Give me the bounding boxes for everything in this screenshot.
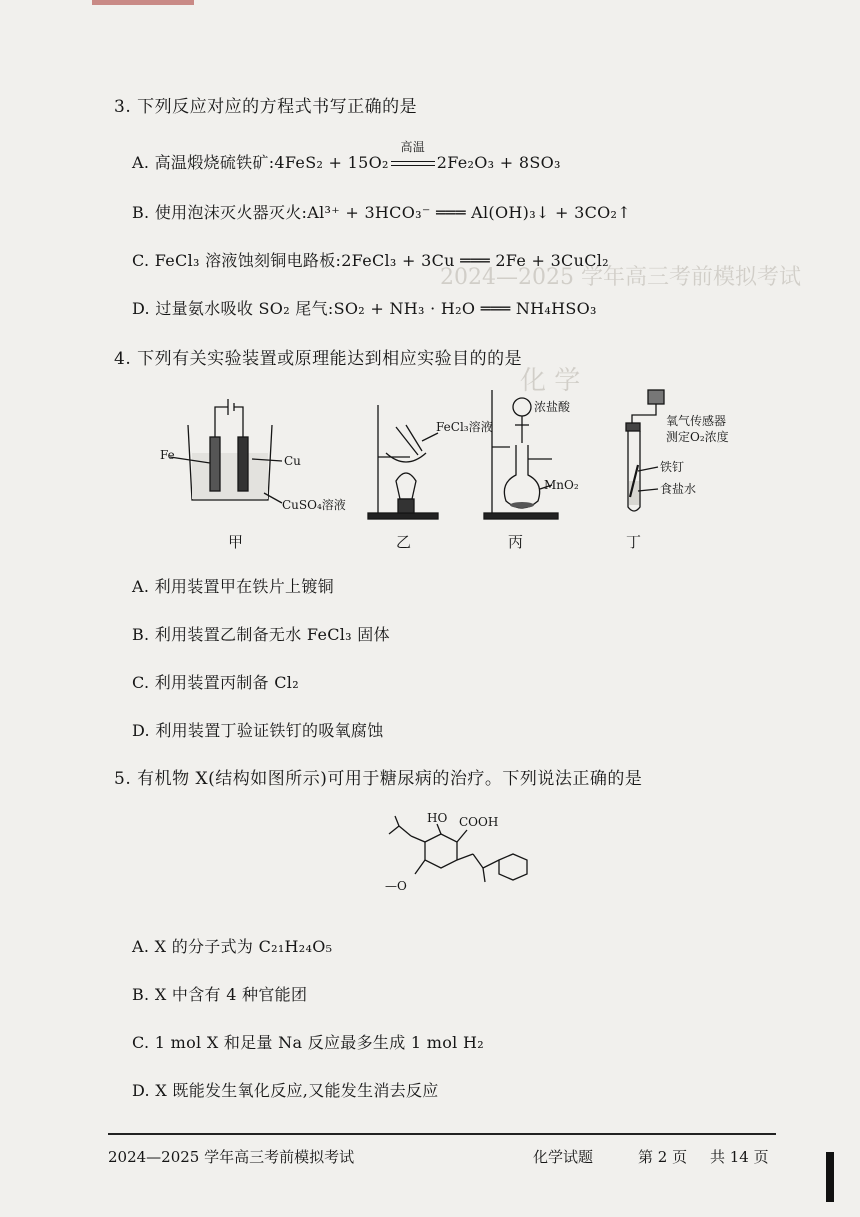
- bing-name: 丙: [508, 533, 524, 551]
- ding-nail-label: 铁钉: [660, 460, 685, 474]
- q3-d-eq: SO₂ + NH₃ · H₂O ═══ NH₄HSO₃: [333, 299, 597, 318]
- apparatus-yi: [368, 405, 438, 519]
- q3-option-d: [132, 296, 597, 319]
- q3-a-lhs: 4FeS₂ + 15O₂: [274, 153, 389, 172]
- question-4-stem: 4. 下列有关实验装置或原理能达到相应实验目的的是: [114, 349, 523, 369]
- q3-option-a: [132, 140, 561, 173]
- ding-sensor-label-1: 氧气传感器: [666, 414, 727, 428]
- footer-subject: 化学试题: [533, 1148, 594, 1166]
- reaction-condition-arrow: [389, 140, 437, 172]
- jia-name: 甲: [228, 533, 244, 551]
- ding-sensor-label-2: 测定O₂浓度: [666, 430, 729, 444]
- yi-reagent-label: FeCl₃溶液: [436, 420, 493, 434]
- q4-option-d: D. 利用装置丁验证铁钉的吸氧腐蚀: [132, 721, 384, 740]
- mol-cooh-label: COOH: [459, 815, 499, 829]
- q3-c-eq: 2FeCl₃ + 3Cu ═══ 2Fe + 3CuCl₂: [341, 251, 609, 270]
- jia-fe-label: Fe: [160, 448, 175, 462]
- apparatus-figure: [160, 385, 729, 551]
- yi-name: 乙: [396, 533, 412, 551]
- cu-electrode: [238, 437, 248, 491]
- q3-option-c: [132, 248, 609, 271]
- mol-ome-label: —O: [385, 879, 407, 893]
- q4-option-b: B. 利用装置乙制备无水 FeCl₃ 固体: [132, 625, 390, 644]
- mol-ho-label: HO: [427, 811, 448, 825]
- bing-solid-label: MnO₂: [544, 478, 579, 492]
- q3-b-label: B. 使用泡沫灭火器灭火:: [132, 203, 308, 222]
- q3-d-label: D. 过量氨水吸收 SO₂ 尾气:: [132, 299, 334, 318]
- apparatus-diagram: [160, 385, 729, 550]
- q5-option-d: D. X 既能发生氧化反应,又能发生消去反应: [132, 1081, 439, 1100]
- q4-option-a: A. 利用装置甲在铁片上镀铜: [132, 577, 334, 596]
- top-edge-mark: [92, 0, 194, 5]
- q3-a-condition: 高温: [400, 140, 426, 154]
- q3-a-rhs: 2Fe₂O₃ + 8SO₃: [436, 153, 561, 172]
- q3-a-label: A. 高温煅烧硫铁矿:: [132, 153, 275, 172]
- footer-divider: [108, 1133, 776, 1135]
- footer-page-number: 第 2 页: [638, 1148, 688, 1166]
- bing-acid-label: 浓盐酸: [534, 400, 571, 414]
- question-5-stem: 5. 有机物 X(结构如图所示)可用于糖尿病的治疗。下列说法正确的是: [114, 769, 643, 789]
- q5-option-c: C. 1 mol X 和足量 Na 反应最多生成 1 mol H₂: [132, 1033, 484, 1052]
- bleed-through-text: 化 学: [520, 366, 581, 396]
- structure-diagram: [355, 812, 545, 902]
- molecule-structure: [355, 812, 545, 902]
- footer-total-pages: 共 14 页: [710, 1148, 769, 1166]
- question-3-stem: 3. 下列反应对应的方程式书写正确的是: [114, 97, 418, 117]
- q3-option-b: [132, 200, 631, 223]
- jia-solution-label: CuSO₄溶液: [282, 498, 346, 512]
- jia-cu-label: Cu: [284, 454, 301, 468]
- apparatus-jia: [170, 399, 282, 503]
- q3-c-label: C. FeCl₃ 溶液蚀刻铜电路板:: [132, 251, 342, 270]
- apparatus-ding: [626, 390, 664, 511]
- q5-option-a: A. X 的分子式为 C₂₁H₂₄O₅: [132, 937, 333, 956]
- q5-option-b: B. X 中含有 4 种官能团: [132, 985, 308, 1004]
- ding-name: 丁: [626, 533, 642, 551]
- corner-registration-mark: [826, 1152, 834, 1202]
- ding-brine-label: 食盐水: [660, 482, 697, 496]
- q3-b-eq: Al³⁺ + 3HCO₃⁻ ═══ Al(OH)₃↓ + 3CO₂↑: [307, 203, 631, 222]
- fe-electrode: [210, 437, 220, 491]
- q4-option-c: C. 利用装置丙制备 Cl₂: [132, 673, 299, 692]
- footer-exam-title: 2024—2025 学年高三考前模拟考试: [108, 1148, 355, 1166]
- bleed-through-text: 2024—2025 学年高三考前模拟考试: [440, 265, 801, 290]
